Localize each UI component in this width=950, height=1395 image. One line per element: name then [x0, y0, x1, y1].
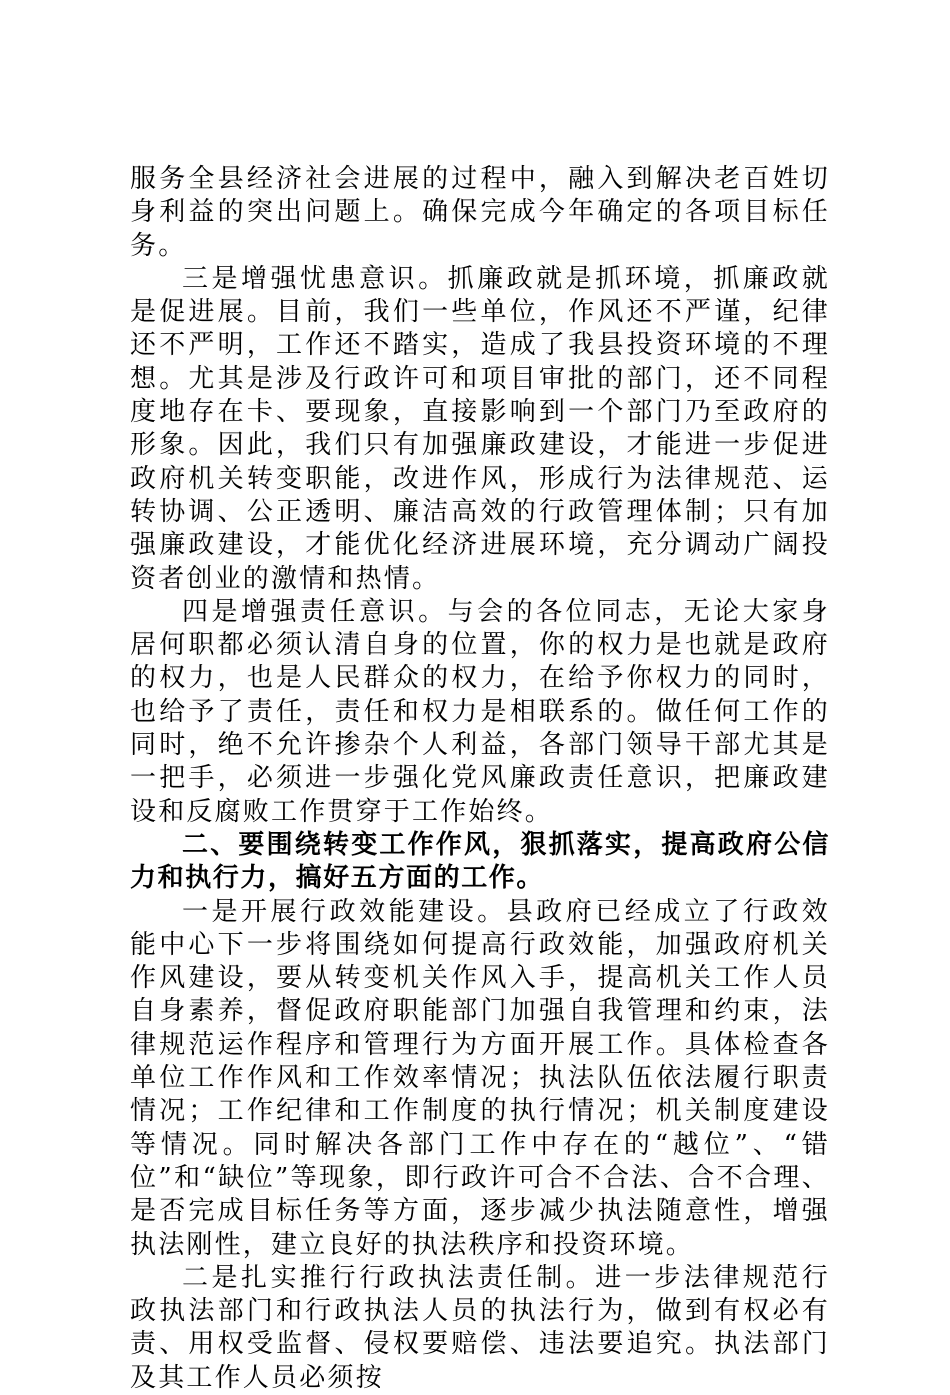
paragraph-continuation: 服务全县经济社会进展的过程中，融入到解决老百姓切身利益的突出问题上。确保完成今年确定的各项目标任务。 — [130, 164, 830, 261]
document-page — [130, 163, 830, 1395]
paragraph-second-enforcement: 二是扎实推行行政执法责任制。进一步法律规范行政执法部门和行政执法人员的执法行为，做到有权必有责、用权受监督、侵权要赔偿、违法要追究。执法部门及其工作人员必须按 — [130, 1262, 830, 1393]
paragraph-first-efficiency: 一是开展行政效能建设。县政府已经成立了行政效能中心下一步将围绕如何提高行政效能，加强政府机关作风建设，要从转变机关作风入手，提高机关工作人员自身素养，督促政府职能部门加强自我管理和约束，法律规范运作程序和管理行为方面开展工作。具体检查各单位工作作风和工作效率情况；执法队伍依法履行职责情况；工作纪律和工作制度的执行情况；机关制度建设等情况。同时解决各部门工作中存在的“越位”、“错位”和“缺位”等现象，即行政许可合不合法、合不合理、是否完成目标任务等方面，逐步减少执法随意性，增强执法刚性，建立良好的执法秩序和投资环境。 — [130, 896, 830, 1260]
paragraph-third-awareness: 三是增强忧患意识。抓廉政就是抓环境，抓廉政就是促进展。目前，我们一些单位，作风还不严谨，纪律还不严明，工作还不踏实，造成了我县投资环境的不理想。尤其是涉及行政许可和项目审批的部门，还不同程度地存在卡、要现象，直接影响到一个部门乃至政府的形象。因此，我们只有加强廉政建设，才能进一步促进政府机关转变职能，改进作风，形成行为法律规范、运转协调、公正透明、廉洁高效的行政管理体制；只有加强廉政建设，才能优化经济进展环境，充分调动广阔投资者创业的激情和热情。 — [130, 263, 830, 594]
paragraph-fourth-awareness: 四是增强责任意识。与会的各位同志，无论大家身居何职都必须认清自身的位置，你的权力是也就是政府的权力，也是人民群众的权力，在给予你权力的同时，也给予了责任，责任和权力是相联系的。做任何工作的同时，绝不允许掺杂个人利益，各部门领导干部尤其是一把手，必须进一步强化党风廉政责任意识，把廉政建设和反腐败工作贯穿于工作始终。 — [130, 596, 830, 827]
section-two-heading: 二、要围绕转变工作作风，狠抓落实，提高政府公信力和执行力，搞好五方面的工作。 — [130, 829, 830, 894]
